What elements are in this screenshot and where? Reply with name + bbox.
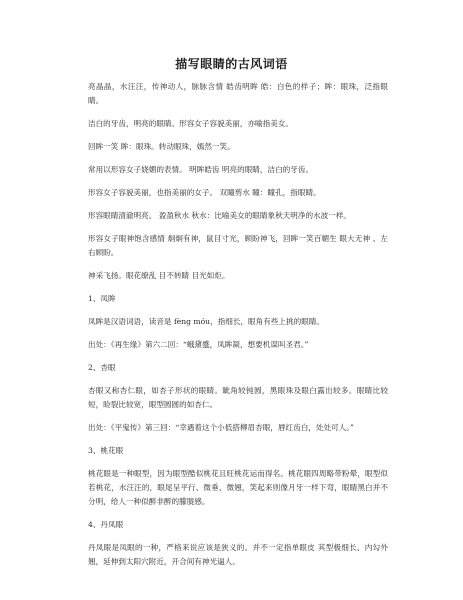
paragraph: 形容女子容貌美丽，也指美丽的女子。 双瞳剪水 瞳：瞳孔，指眼睛。 <box>88 188 321 197</box>
paragraph: 亮晶晶，水汪汪，传神动人，脉脉含情 皓齿明眸 皓：白色的样子；眸：眼珠，泛指眼睛。 <box>88 82 388 105</box>
paragraph: 凤眸是汉语词语，读音是 fèng móu，指细长，眼角有些上挑的眼睛。 <box>88 317 324 326</box>
paragraph: 形容女子眼神饱含感情 炯炯有神，鼠目寸光，顾盼神飞，回眸一笑百媚生 眼大无神 、左右顾盼。 <box>88 234 388 257</box>
paragraph: 杏眼又称杏仁眼，如杏子形状的眼睛。眦角较钝圆，黑眼珠及眼白露出较多。眼睛比较短，睑裂比较宽，眼型圆圆的如杏仁。 <box>88 386 388 409</box>
section-heading: 1、凤眸 <box>88 294 116 303</box>
paragraph: 出处：《再生缘》第六二回：“蛾黛蹙，凤眸凝，想要机谋叫圣君。” <box>88 340 309 349</box>
paragraph: 回眸一笑 眸：眼珠。转动眼珠，嫣然一笑。 <box>88 142 235 151</box>
paragraph: 神采飞扬。眼花缭乱 目不转睛 目光如炬。 <box>88 271 230 280</box>
paragraph: 形容眼睛清澈明亮。 盈盈秋水 秋水：比喻美女的眼睛象秋天明净的水波一样。 <box>88 211 352 220</box>
paragraph: 常用以形容女子娆媚的表情。 明眸皓齿 明亮的眼睛，洁白的牙齿。 <box>88 165 314 174</box>
paragraph: 丹凤眼是凤眼的一种，严格来说应该是狭义的。并不一定指单眼皮 其型极细长、内勾外翘，延伸到太阳穴附近，开合间有神光逼人。 <box>88 543 388 566</box>
document-body <box>88 80 388 578</box>
page-title: 描写眼睛的古风词语 <box>175 57 288 71</box>
paragraph: 出处：《平鬼传》第三回：“幸遇着这个小低搭柳眉杏眼，唇红齿白，处处可人。” <box>88 423 354 432</box>
paragraph: 桃花眼是一种眼型，因为眼型酷似桃花且旺桃花运而得名。桃花眼四周略带粉晕，眼型似若桃花，水汪汪的，眼尾呈平行、微垂、微翘，笑起来则像月牙一样下弯，眼睛黑白并不分明，给人一种似醉非醉的朦胧感。 <box>88 469 388 506</box>
section-heading: 4、丹凤眼 <box>88 520 124 529</box>
paragraph: 洁白的牙齿，明亮的眼睛。形容女子容貌美丽，亦喻指美女。 <box>88 119 294 128</box>
section-heading: 3、桃花眼 <box>88 446 124 455</box>
section-heading: 2、杏眼 <box>88 363 116 372</box>
